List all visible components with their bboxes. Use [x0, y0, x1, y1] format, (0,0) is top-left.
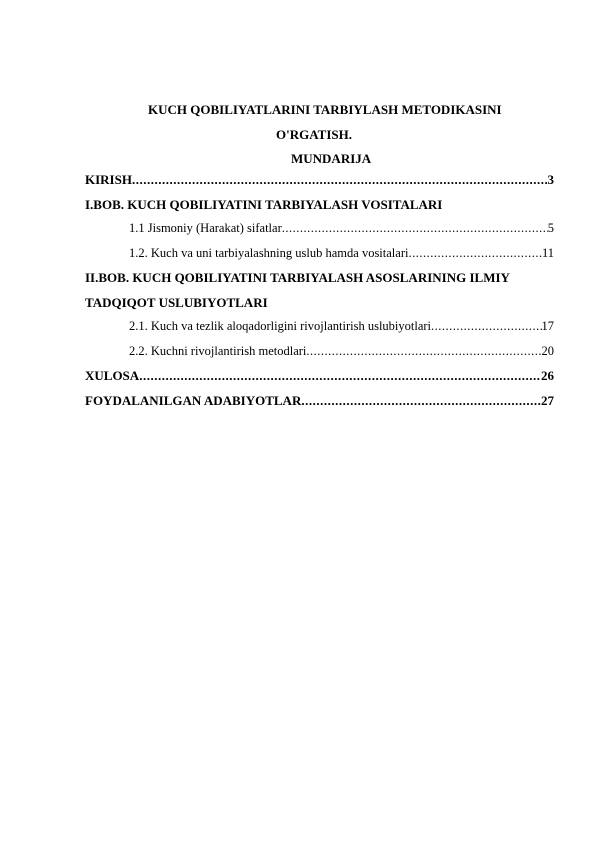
document-title-line-2: O'RGATISH.: [276, 127, 352, 142]
document-title-line-1: KUCH QOBILIYATLARINI TARBIYLASH METODIKASINI: [148, 102, 502, 117]
toc-entry-page: 27: [541, 392, 554, 408]
toc-entry-adabiyotlar: [85, 393, 554, 418]
toc-entry-chapter-1: [85, 197, 554, 222]
toc-entry-page: 3: [547, 172, 554, 187]
toc-leader-dots: [431, 319, 541, 334]
toc-entry-kirish: [85, 172, 554, 197]
toc-leader-dots: [282, 221, 548, 236]
toc-leader-dots: [306, 344, 541, 359]
toc-leader-dots: [408, 246, 541, 261]
toc-leader-dots: [139, 368, 541, 384]
toc-heading: MUNDARIJA: [291, 151, 372, 166]
toc-entry-page: 20: [541, 343, 554, 358]
toc-entry-label: 2.2. Kuchni rivojlantirish metodlari: [129, 343, 307, 358]
toc-entry-chapter-2-line-1: [85, 270, 554, 295]
toc-entry-page: 5: [547, 221, 554, 235]
toc-entry-page: 17: [541, 319, 554, 333]
toc-entry-chapter-2-line-2: [85, 295, 554, 320]
toc-entry-label: FOYDALANILGAN ADABIYOTLAR: [85, 392, 302, 408]
toc-entry-page: 11: [541, 245, 554, 260]
table-of-contents: [85, 172, 554, 417]
toc-entry-label: 1.2. Kuch va uni tarbiyalashning uslub hamda vositalari: [129, 245, 409, 260]
toc-entry-label: KIRISH: [85, 172, 132, 187]
toc-leader-dots: [132, 172, 548, 188]
toc-entry-label: I.BOB. KUCH QOBILIYATINI TARBIYALASH VOSITALARI: [85, 196, 443, 212]
toc-entry-section-2-2: [85, 344, 554, 369]
toc-entry-label: II.BOB. KUCH QOBILIYATINI TARBIYALASH ASOSLARINING ILMIY: [85, 270, 510, 285]
toc-entry-label: 2.1. Kuch va tezlik aloqadorligini rivojlantirish uslubiyotlari: [129, 319, 432, 333]
toc-entry-page: 26: [541, 368, 554, 383]
toc-entry-section-1-2: [85, 246, 554, 271]
toc-entry-xulosa: [85, 368, 554, 393]
toc-leader-dots: [301, 393, 541, 409]
toc-entry-label: TADQIQOT USLUBIYOTLARI: [85, 294, 268, 310]
toc-entry-section-1-1: [85, 221, 554, 246]
toc-entry-label: 1.1 Jismoniy (Harakat) sifatlar: [129, 221, 282, 235]
toc-entry-section-2-1: [85, 319, 554, 344]
toc-entry-label: XULOSA: [85, 368, 140, 383]
